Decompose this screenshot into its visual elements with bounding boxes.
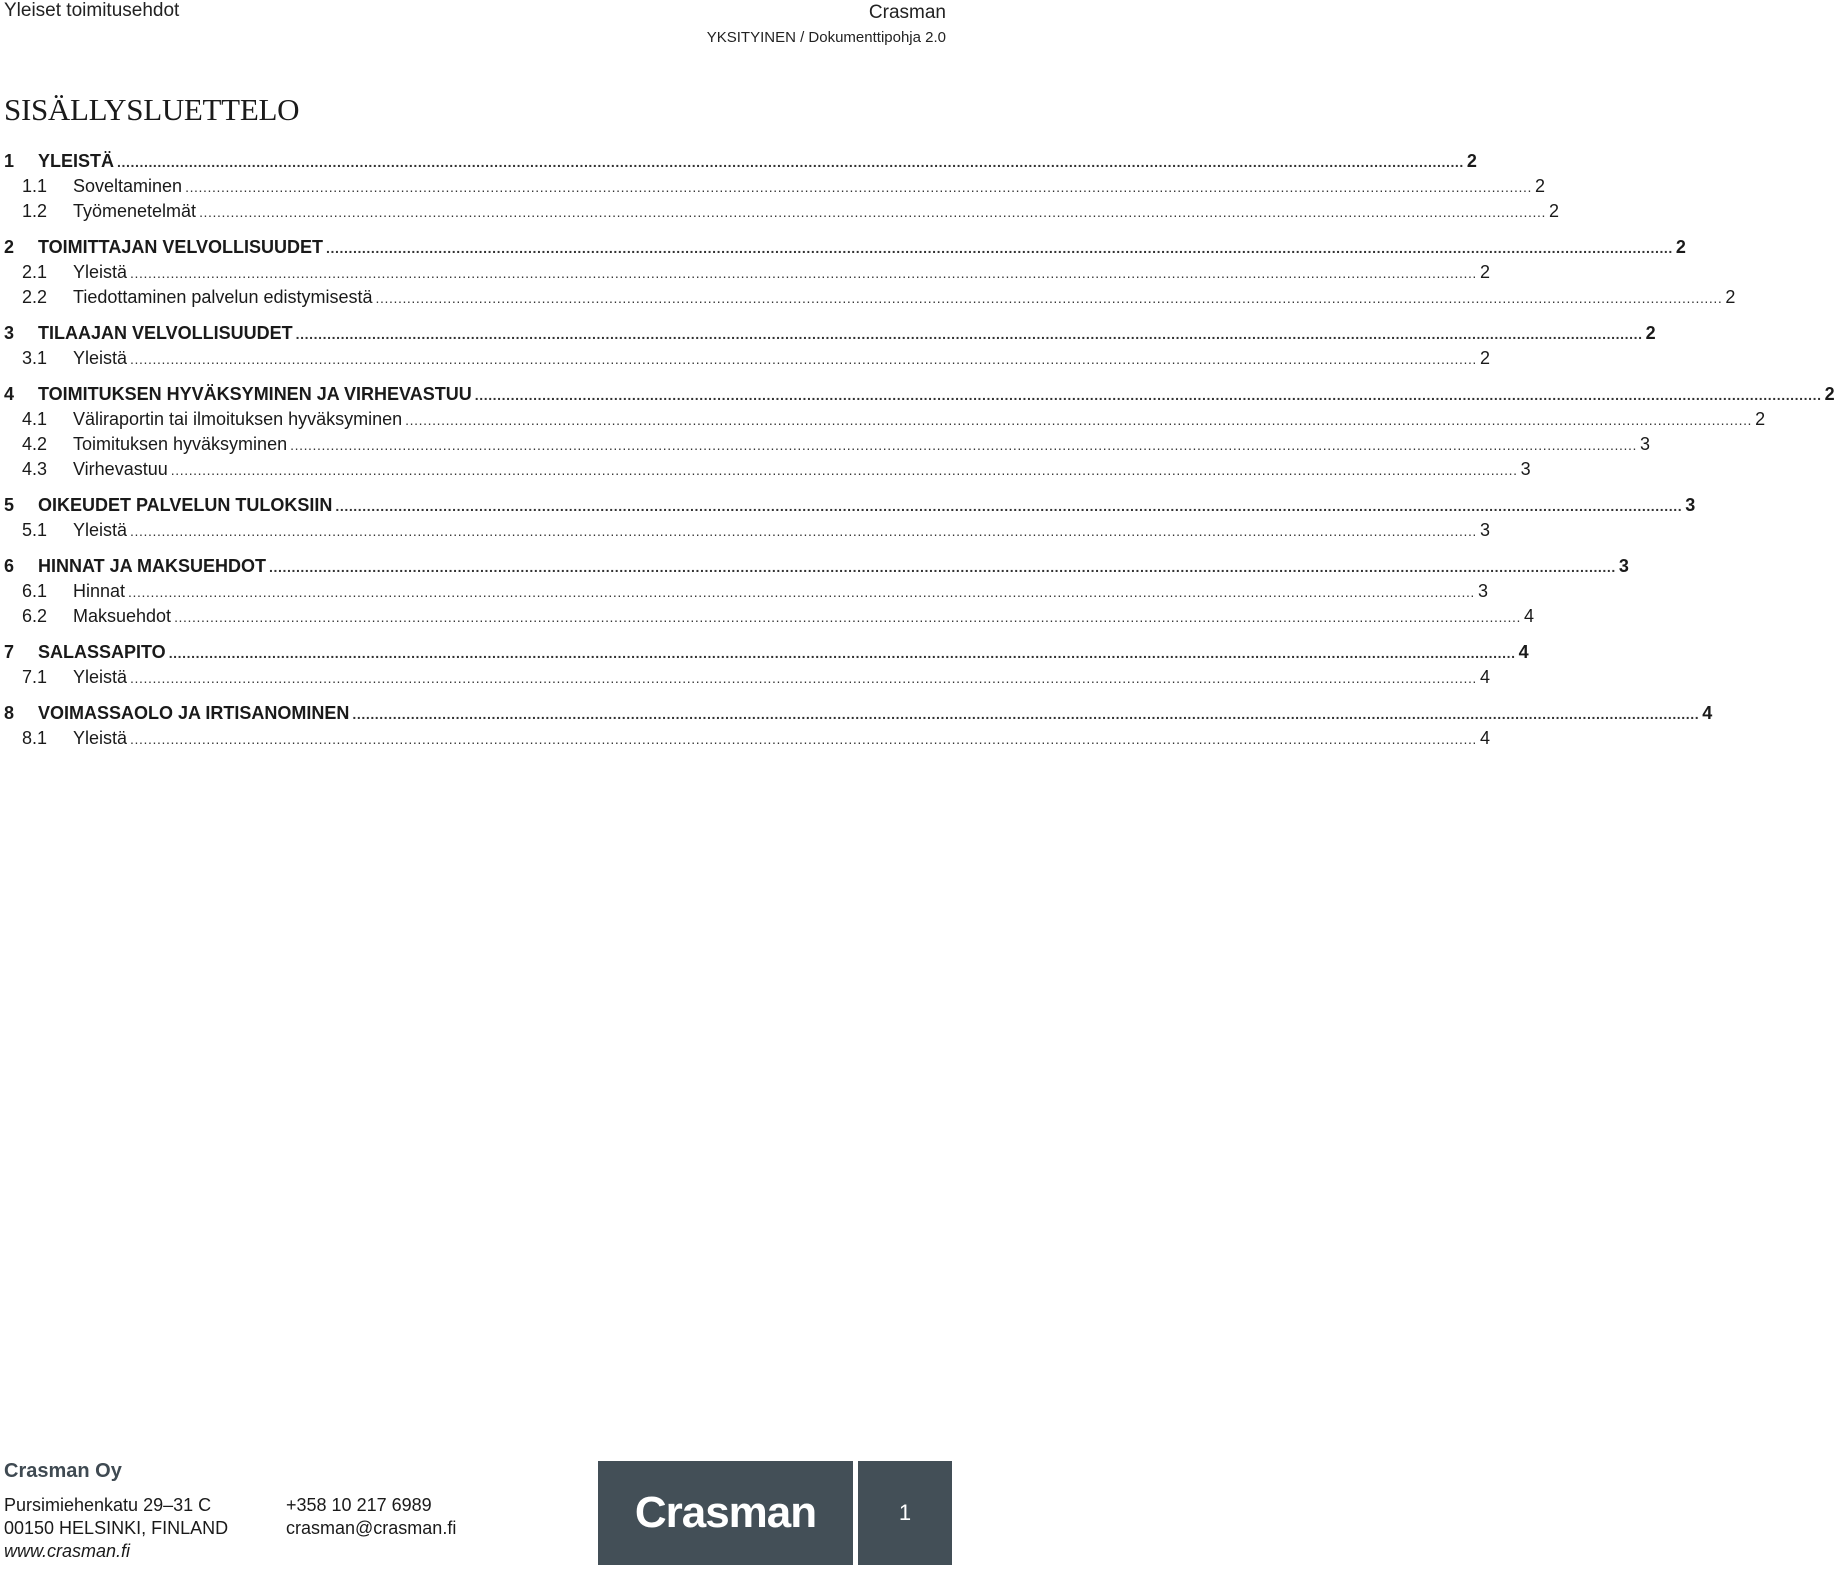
- toc-entry[interactable]: [0, 456, 1531, 482]
- toc-entry[interactable]: [0, 639, 1529, 665]
- footer-address-line1: Pursimiehenkatu 29–31 C: [4, 1495, 212, 1515]
- toc-entry-page: 2: [1466, 151, 1477, 171]
- toc-entry[interactable]: [0, 578, 1488, 604]
- toc-entry-page: 4: [1479, 728, 1490, 748]
- page-footer: [0, 1455, 960, 1575]
- toc-entry[interactable]: [0, 406, 1766, 432]
- toc-entry-label[interactable]: TOIMITUKSEN HYVÄKSYMINEN JA VIRHEVASTUU: [38, 384, 472, 404]
- toc-entry-label[interactable]: HINNAT JA MAKSUEHDOT: [38, 556, 266, 576]
- crasman-logo: [598, 1461, 853, 1565]
- toc-leader-dots: ............................................................................................................................................................................................................................................................................................................: [130, 351, 1477, 367]
- toc-entry-label[interactable]: OIKEUDET PALVELUN TULOKSIIN: [38, 495, 333, 515]
- toc-leader-dots: ............................................................................................................................................................................................................................................................................................................: [117, 154, 1464, 170]
- toc-entry-number: 6.1: [22, 581, 48, 601]
- toc-entry-page: 4: [1479, 667, 1490, 687]
- toc-entry-label[interactable]: Työmenetelmät: [73, 201, 197, 221]
- toc-entry-number: 4.2: [22, 434, 48, 454]
- toc-entry-number: 5.1: [22, 520, 48, 540]
- toc-entry[interactable]: [0, 553, 1629, 579]
- toc-entry-number: 2: [4, 237, 15, 257]
- toc-entry-number: 4: [4, 384, 15, 404]
- toc-entry[interactable]: [0, 664, 1490, 690]
- toc-leader-dots: ............................................................................................................................................................................................................................................................................................................: [199, 204, 1546, 220]
- footer-phone: +358 10 217 6989: [286, 1495, 432, 1515]
- toc-entry-page: 3: [1685, 495, 1696, 515]
- footer-company: Crasman Oy: [4, 1460, 122, 1482]
- toc-leader-dots: ............................................................................................................................................................................................................................................................................................................: [290, 437, 1637, 453]
- toc-entry-label[interactable]: TILAAJAN VELVOLLISUUDET: [38, 323, 293, 343]
- toc-leader-dots: ............................................................................................................................................................................................................................................................................................................: [335, 498, 1683, 514]
- toc-leader-dots: ............................................................................................................................................................................................................................................................................................................: [474, 387, 1822, 403]
- toc-leader-dots: ............................................................................................................................................................................................................................................................................................................: [130, 523, 1477, 539]
- toc-entry-page: 2: [1479, 348, 1490, 368]
- toc-leader-dots: ............................................................................................................................................................................................................................................................................................................: [326, 240, 1673, 256]
- toc-entry-page: 4: [1523, 606, 1534, 626]
- toc-leader-dots: ............................................................................................................................................................................................................................................................................................................: [295, 326, 1643, 342]
- toc-entry-page: 2: [1824, 384, 1835, 404]
- toc-leader-dots: ............................................................................................................................................................................................................................................................................................................: [185, 179, 1532, 195]
- toc-leader-dots: ............................................................................................................................................................................................................................................................................................................: [168, 645, 1516, 661]
- toc-entry-number: 6.2: [22, 606, 48, 626]
- toc-entry-page: 2: [1534, 176, 1545, 196]
- toc-entry-page: 4: [1702, 703, 1713, 723]
- toc-entry[interactable]: [0, 431, 1651, 457]
- toc-entry-label[interactable]: Yleistä: [73, 348, 128, 368]
- toc-entry-number: 1.2: [22, 201, 48, 221]
- toc-entry-label[interactable]: Yleistä: [73, 667, 128, 687]
- toc-entry-label[interactable]: Yleistä: [73, 520, 128, 540]
- toc-leader-dots: ............................................................................................................................................................................................................................................................................................................: [174, 609, 1521, 625]
- toc-entry-page: 3: [1479, 520, 1490, 540]
- toc-leader-dots: ............................................................................................................................................................................................................................................................................................................: [375, 290, 1723, 306]
- toc-entry-label[interactable]: Toimituksen hyväksyminen: [73, 434, 288, 454]
- toc-entry-label[interactable]: Tiedottaminen palvelun edistymisestä: [73, 287, 373, 307]
- toc-entry-number: 7.1: [22, 667, 48, 687]
- toc-entry-number: 8: [4, 703, 15, 723]
- toc-entry-label[interactable]: Yleistä: [73, 728, 128, 748]
- toc-leader-dots: ............................................................................................................................................................................................................................................................................................................: [405, 412, 1753, 428]
- toc-entry-number: 3: [4, 323, 15, 343]
- toc-entry-label[interactable]: Virhevastuu: [73, 459, 168, 479]
- toc-entry[interactable]: [0, 198, 1559, 224]
- toc-entry[interactable]: [0, 345, 1490, 371]
- toc-entry-number: 2.2: [22, 287, 48, 307]
- toc-entry-page: 3: [1520, 459, 1531, 479]
- header-classification: YKSITYINEN / Dokumenttipohja 2.0: [706, 29, 946, 46]
- footer-website-link[interactable]: www.crasman.fi: [4, 1541, 131, 1561]
- toc-entry-page: 2: [1645, 323, 1656, 343]
- toc-entry-number: 1.1: [22, 176, 48, 196]
- toc-entry-number: 7: [4, 642, 15, 662]
- toc-entry-page: 3: [1618, 556, 1629, 576]
- toc-entry-number: 5: [4, 495, 15, 515]
- toc-entry-label[interactable]: Soveltaminen: [73, 176, 183, 196]
- toc-entry-page: 3: [1640, 434, 1651, 454]
- toc-entry-number: 4.1: [22, 409, 48, 429]
- toc-entry[interactable]: [0, 492, 1696, 518]
- toc-title: SISÄLLYSLUETTELO: [4, 92, 300, 127]
- toc-entry-label[interactable]: TOIMITTAJAN VELVOLLISUUDET: [38, 237, 324, 257]
- toc-leader-dots: ............................................................................................................................................................................................................................................................................................................: [130, 265, 1477, 281]
- toc-entry-label[interactable]: Yleistä: [73, 262, 128, 282]
- toc-entry-page: 2: [1755, 409, 1766, 429]
- toc-entry[interactable]: [0, 700, 1713, 726]
- toc-entry-number: 3.1: [22, 348, 48, 368]
- header-right: [707, 2, 946, 48]
- toc-entry[interactable]: [0, 517, 1490, 543]
- toc-entry-label[interactable]: Väliraportin tai ilmoituksen hyväksyminen: [73, 409, 403, 429]
- toc-leader-dots: ............................................................................................................................................................................................................................................................................................................: [170, 462, 1518, 478]
- toc-entry[interactable]: [0, 234, 1686, 260]
- footer-email-link[interactable]: crasman@crasman.fi: [286, 1518, 457, 1538]
- toc-entry-number: 6: [4, 556, 15, 576]
- toc-entry[interactable]: [0, 173, 1545, 199]
- toc-entry-page: 3: [1477, 581, 1488, 601]
- document-title: Yleiset toimitusehdot: [4, 0, 180, 21]
- toc-entry[interactable]: [0, 725, 1490, 751]
- toc-entry-number: 8.1: [22, 728, 48, 748]
- page-number: 1: [858, 1461, 952, 1565]
- toc-entry[interactable]: [0, 284, 1736, 310]
- toc-entry[interactable]: [0, 603, 1534, 629]
- toc-leader-dots: ............................................................................................................................................................................................................................................................................................................: [269, 559, 1616, 575]
- toc-entry-page: 4: [1518, 642, 1529, 662]
- toc-entry-page: 2: [1675, 237, 1686, 257]
- toc-entry-page: 2: [1725, 287, 1736, 307]
- toc-entry[interactable]: [0, 259, 1490, 285]
- toc-entry-label[interactable]: Hinnat: [73, 581, 126, 601]
- toc-entry-page: 2: [1548, 201, 1559, 221]
- toc-entry-number: 1: [4, 151, 15, 171]
- toc-entry-label[interactable]: SALASSAPITO: [38, 642, 166, 662]
- toc-entry-page: 2: [1479, 262, 1490, 282]
- toc-leader-dots: ............................................................................................................................................................................................................................................................................................................: [352, 706, 1700, 722]
- toc-entry-label[interactable]: VOIMASSAOLO JA IRTISANOMINEN: [38, 703, 350, 723]
- toc-leader-dots: ............................................................................................................................................................................................................................................................................................................: [130, 670, 1477, 686]
- toc-leader-dots: ............................................................................................................................................................................................................................................................................................................: [128, 584, 1475, 600]
- logo-text: Crasman: [634, 1488, 817, 1537]
- toc-entry[interactable]: [0, 381, 1835, 407]
- toc-leader-dots: ............................................................................................................................................................................................................................................................................................................: [130, 731, 1477, 747]
- toc-entry[interactable]: [0, 148, 1477, 174]
- toc-entry-number: 2.1: [22, 262, 48, 282]
- footer-address-line2: 00150 HELSINKI, FINLAND: [4, 1518, 229, 1538]
- toc-entry-label[interactable]: Maksuehdot: [73, 606, 172, 626]
- header-company: Crasman: [868, 2, 946, 23]
- toc-entry-label[interactable]: YLEISTÄ: [38, 151, 115, 171]
- toc-entry[interactable]: [0, 320, 1656, 346]
- toc-entry-number: 4.3: [22, 459, 48, 479]
